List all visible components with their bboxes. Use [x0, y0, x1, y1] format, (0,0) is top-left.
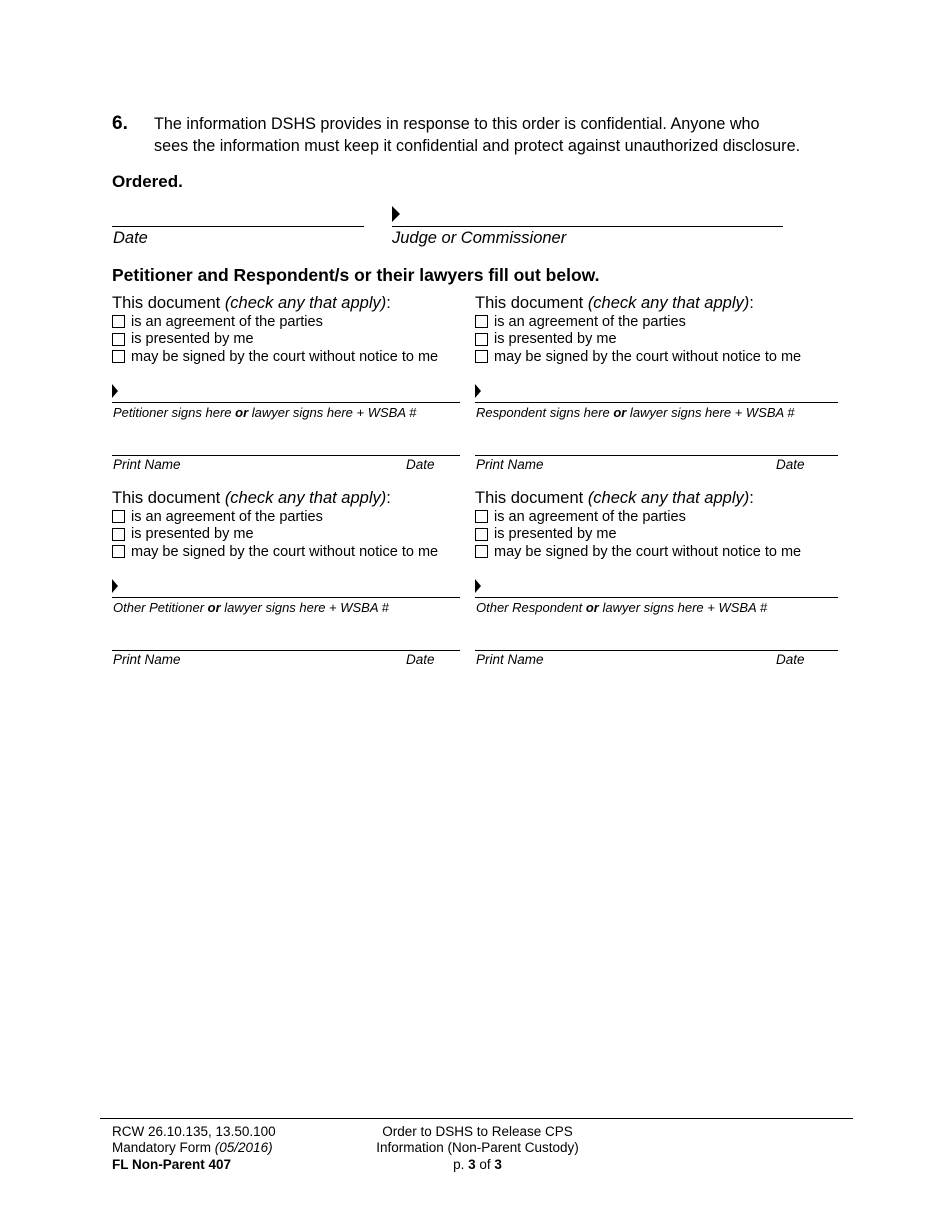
signers-heading: Petitioner and Respondent/s or their lawyers fill out below.: [112, 265, 600, 285]
doc-title: This document (check any that apply):: [112, 294, 391, 312]
sign-arrow-icon: [112, 579, 118, 593]
print-name-caption: Print Name: [113, 652, 181, 667]
footer-rcw: RCW 26.10.135, 13.50.100: [112, 1124, 276, 1139]
other-respondent-checklist: [475, 488, 835, 561]
checkbox[interactable]: [112, 510, 125, 523]
section-text-line-1: The information DSHS provides in response to this order is confidential. Anyone who: [154, 115, 760, 133]
respondent-print-name-line[interactable]: [475, 455, 838, 456]
other-petitioner-signature-caption: Other Petitioner or lawyer signs here + WSBA #: [113, 600, 389, 615]
petitioner-print-name-line[interactable]: [112, 455, 460, 456]
doc-title: This document (check any that apply):: [475, 489, 754, 507]
option-presented[interactable]: is presented by me: [112, 526, 472, 544]
sign-arrow-icon: [392, 206, 400, 222]
section-number: 6.: [112, 113, 128, 134]
sign-arrow-icon: [475, 384, 481, 398]
checkbox[interactable]: [475, 333, 488, 346]
doc-title: This document (check any that apply):: [112, 489, 391, 507]
footer-left: [112, 1124, 276, 1173]
print-name-caption: Print Name: [113, 457, 181, 472]
petitioner-checklist: [112, 293, 472, 366]
option-agreement[interactable]: is an agreement of the parties: [112, 508, 472, 526]
option-agreement[interactable]: is an agreement of the parties: [475, 508, 835, 526]
sign-arrow-icon: [475, 579, 481, 593]
footer-mandatory-form: Mandatory Form (05/2016): [112, 1140, 273, 1156]
footer-title-line-1: Order to DSHS to Release CPS: [382, 1124, 573, 1139]
section-text: [154, 114, 854, 157]
option-signed-without-notice[interactable]: may be signed by the court without notice to me: [475, 543, 835, 561]
checkbox[interactable]: [112, 545, 125, 558]
section-text-line-2: sees the information must keep it confidential and protect against unauthorized disclosure.: [154, 136, 801, 155]
other-petitioner-print-name-line[interactable]: [112, 650, 460, 651]
option-signed-without-notice[interactable]: may be signed by the court without notice to me: [475, 348, 835, 366]
checkbox[interactable]: [475, 350, 488, 363]
respondent-checklist: [475, 293, 835, 366]
option-presented[interactable]: is presented by me: [112, 331, 472, 349]
doc-title: This document (check any that apply):: [475, 294, 754, 312]
other-petitioner-signature-line[interactable]: [112, 597, 460, 598]
respondent-signature-line[interactable]: [475, 402, 838, 403]
other-respondent-signature-line[interactable]: [475, 597, 838, 598]
checkbox[interactable]: [112, 315, 125, 328]
option-presented[interactable]: is presented by me: [475, 331, 835, 349]
respondent-signature-caption: Respondent signs here or lawyer signs here + WSBA #: [476, 405, 795, 420]
footer-center: [340, 1124, 615, 1173]
footer-title-line-2: Information (Non-Parent Custody): [376, 1140, 579, 1156]
option-agreement[interactable]: is an agreement of the parties: [475, 313, 835, 331]
judge-caption: Judge or Commissioner: [392, 229, 567, 247]
checkbox[interactable]: [475, 528, 488, 541]
date-caption: Date: [406, 457, 435, 472]
other-petitioner-checklist: [112, 488, 472, 561]
footer-rule: [100, 1118, 853, 1119]
option-agreement[interactable]: is an agreement of the parties: [112, 313, 472, 331]
checkbox[interactable]: [475, 545, 488, 558]
checkbox[interactable]: [475, 510, 488, 523]
date-caption: Date: [406, 652, 435, 667]
petitioner-signature-line[interactable]: [112, 402, 460, 403]
checkbox[interactable]: [112, 350, 125, 363]
footer-form-id: FL Non-Parent 407: [112, 1156, 232, 1172]
print-name-caption: Print Name: [476, 652, 544, 667]
other-respondent-signature-caption: Other Respondent or lawyer signs here + WSBA #: [476, 600, 768, 615]
option-signed-without-notice[interactable]: may be signed by the court without notice to me: [112, 543, 472, 561]
sign-arrow-icon: [112, 384, 118, 398]
checkbox[interactable]: [112, 528, 125, 541]
ordered-label: Ordered.: [112, 172, 183, 191]
option-signed-without-notice[interactable]: may be signed by the court without notice to me: [112, 348, 472, 366]
footer-page-number: p. 3 of 3: [453, 1156, 502, 1172]
date-caption: Date: [776, 652, 805, 667]
date-caption: Date: [113, 229, 148, 247]
checkbox[interactable]: [112, 333, 125, 346]
checkbox[interactable]: [475, 315, 488, 328]
petitioner-signature-caption: Petitioner signs here or lawyer signs here + WSBA #: [113, 405, 417, 420]
judge-signature-line[interactable]: [392, 226, 783, 227]
print-name-caption: Print Name: [476, 457, 544, 472]
date-caption: Date: [776, 457, 805, 472]
date-line[interactable]: [112, 226, 364, 227]
option-presented[interactable]: is presented by me: [475, 526, 835, 544]
other-respondent-print-name-line[interactable]: [475, 650, 838, 651]
